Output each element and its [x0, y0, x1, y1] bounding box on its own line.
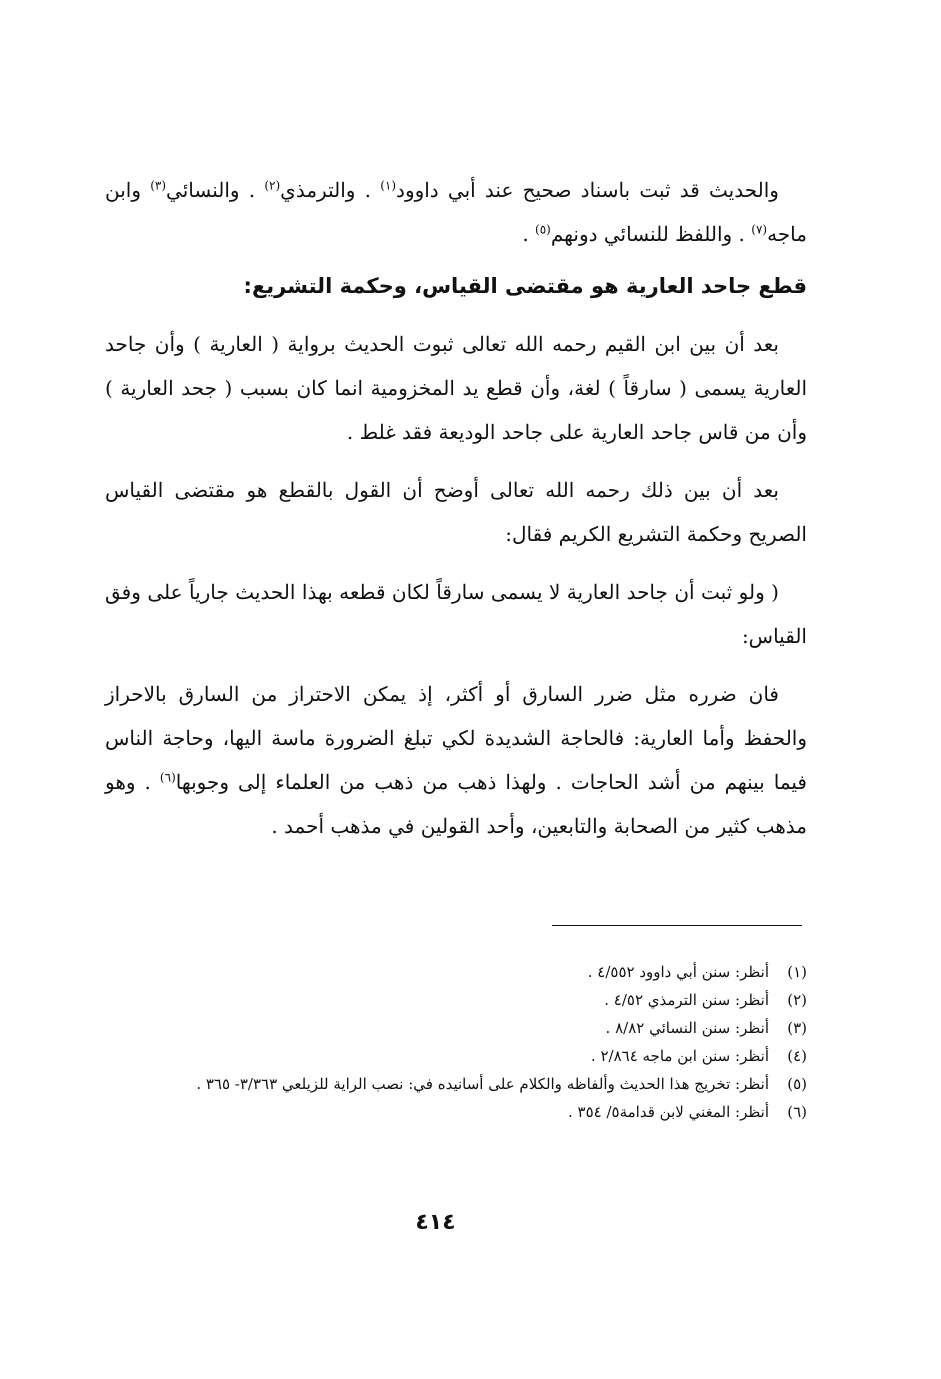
footnote-text: أنظر: سنن أبي داوود ٤/٥٥٢ .: [587, 963, 769, 981]
main-text: [105, 168, 807, 862]
footnote-ref-3[interactable]: (٣): [150, 178, 167, 193]
paragraph-quote-start: ( ولو ثبت أن جاحد العارية لا يسمى سارقاً لكان قطعه بهذا الحديث جارياً على وفق القياس:: [105, 580, 807, 648]
footnote-item: [105, 1070, 807, 1098]
footnote-number: (٢): [787, 991, 807, 1009]
footnotes-list: [105, 958, 807, 1126]
footnote-number: (٥): [787, 1075, 807, 1093]
footnote-item: [105, 958, 807, 986]
footnote-text: أنظر: سنن الترمذي ٤/٥٢ .: [604, 991, 769, 1009]
footnote-ref-2[interactable]: (٢): [264, 178, 281, 193]
paragraph-ibn-qayyim: بعد أن بين ابن القيم رحمه الله تعالى ثبوت الحديث برواية ( العارية ) وأن جاحد العارية يسمى ( سارقاً ) لغة، وأن قطع يد المخزومية انما كان بسبب ( جحد العارية ) وأن من قاس جاحد العارية على جاحد الوديعة فقد غلط .: [105, 332, 807, 444]
page-number: ٤١٤: [415, 1210, 456, 1235]
footnote-number: (٤): [787, 1047, 807, 1065]
footnote-item: [105, 1042, 807, 1070]
paragraph-harm: فان ضرره مثل ضرر السارق أو أكثر، إذ يمكن الاحتراز من السارق بالاحراز والحفظ وأما العارية: فالحاجة الشديدة لكي تبلغ الضرورة ماسة اليها، وحاجة الناس فيما بينهم من أشد الحاجات . ولهذا ذهب من ذهب من العلماء إلى وجوبها$^{(٦)}$ . وهو مذهب كثير من الصحابة والتابعين، وأحد القولين في مذهب أحمد .: [105, 682, 807, 838]
footnote-number: (٣): [787, 1019, 807, 1037]
footnote-ref-5[interactable]: (٥): [535, 222, 551, 237]
footnote-ref-1[interactable]: (١): [380, 178, 397, 193]
footnote-item: [105, 1098, 807, 1126]
footnote-item: [105, 986, 807, 1014]
footnote-text: أنظر: تخريج هذا الحديث وألفاظه والكلام على أسانيده في: نصب الراية للزيلعي ٣/٣٦٣- ٣٦٥ .: [196, 1075, 769, 1093]
footnote-text: أنظر: المغني لابن قدامة٥/ ٣٥٤ .: [567, 1103, 769, 1121]
footnote-ref-4[interactable]: (٧): [751, 222, 768, 237]
footnote-divider: [552, 925, 802, 926]
paragraph-hadith-sources: والحديث قد ثبت باسناد صحيح عند أبي داوود$^{(١)}$ . والترمذي$^{(٢)}$ . والنسائي$^{(٣)}$ وابن ماجه$^{(٧)}$ . واللفظ للنسائي دونهم$^{(٥)}$ .: [105, 178, 807, 246]
section-heading: قطع جاحد العارية هو مقتضى القياس، وحكمة التشريع:: [243, 274, 807, 298]
footnote-text: أنظر: سنن ابن ماجه ٢/٨٦٤ .: [590, 1047, 769, 1065]
footnote-number: (١): [787, 963, 807, 981]
paragraph-explanation: بعد أن بين ذلك رحمه الله تعالى أوضح أن القول بالقطع هو مقتضى القياس الصريح وحكمة التشريع الكريم فقال:: [105, 478, 807, 546]
footnote-item: [105, 1014, 807, 1042]
footnote-number: (٦): [787, 1103, 807, 1121]
footnote-ref-6[interactable]: (٦): [159, 770, 176, 785]
footnote-text: أنظر: سنن النسائي ٨/٨٢ .: [605, 1019, 769, 1037]
